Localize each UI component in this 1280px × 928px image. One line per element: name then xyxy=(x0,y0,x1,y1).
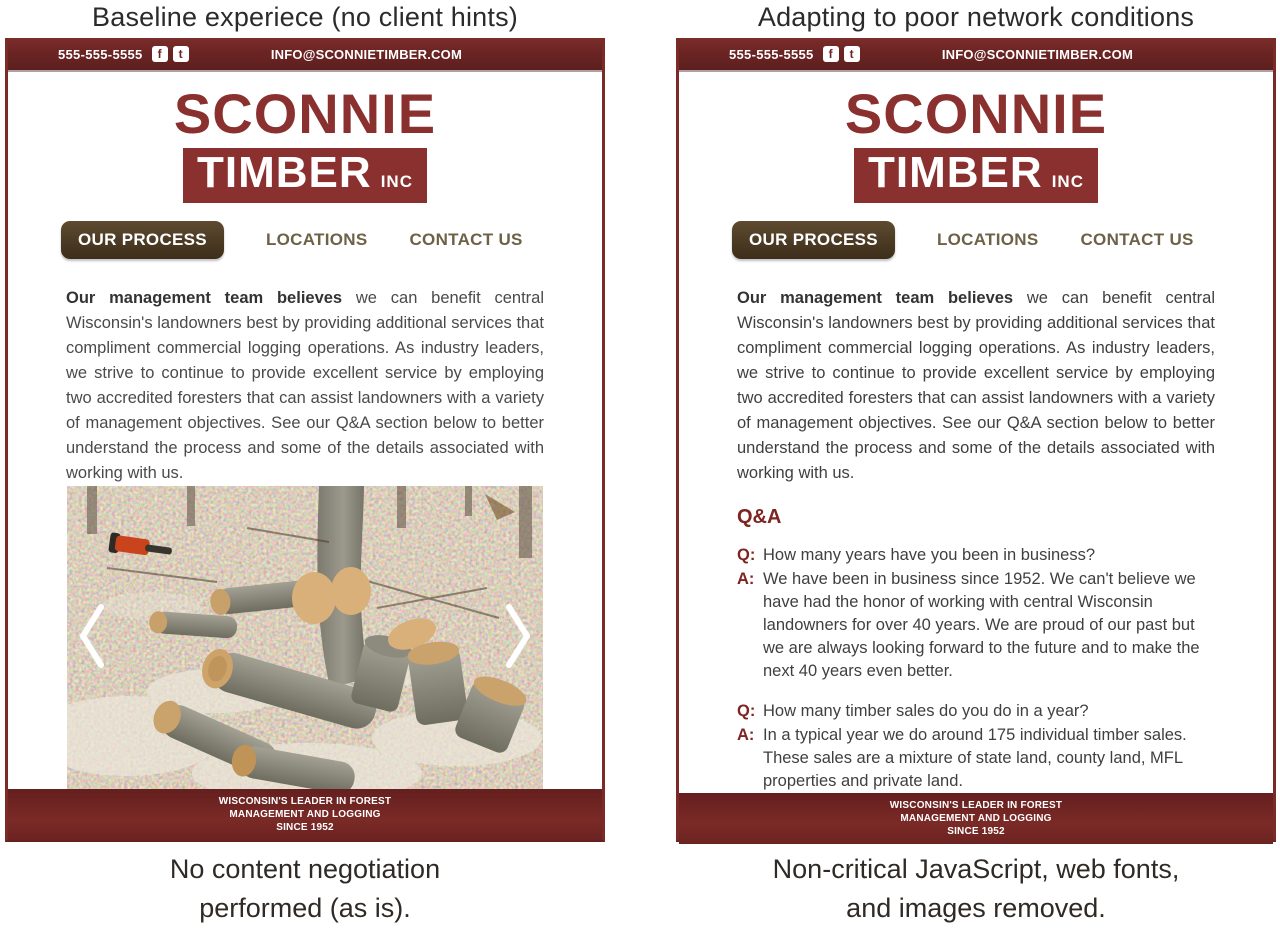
photo-carousel xyxy=(67,486,543,789)
logo-line2: TIMBER xyxy=(868,148,1043,197)
logo-suffix: INC xyxy=(380,172,413,191)
footer-line3: SINCE 1952 xyxy=(276,822,334,833)
footer-line2: MANAGEMENT AND LOGGING xyxy=(900,813,1052,824)
carousel-prev-button[interactable] xyxy=(75,601,109,671)
qa-question-row xyxy=(737,700,1215,723)
adapted-column xyxy=(676,0,1276,928)
footer-line2: MANAGEMENT AND LOGGING xyxy=(229,809,381,820)
qa-item xyxy=(737,544,1215,683)
intro-lead: Our management team believes xyxy=(66,289,343,307)
phone-link[interactable]: 555-555-5555 xyxy=(58,46,143,62)
nav-locations[interactable]: LOCATIONS xyxy=(936,230,1039,249)
email-link[interactable]: INFO@SCONNIETIMBER.COM xyxy=(941,46,1133,62)
adapted-caption-line2: and images removed. xyxy=(846,893,1106,923)
baseline-title: Baseline experiece (no client hints) xyxy=(92,2,518,32)
baseline-column xyxy=(5,0,605,928)
intro-body: we can benefit central Wisconsin's landowners best by providing additional services that compliment commercial logging operations. As industry leaders, we strive to continue to provide excellent service by employing two accredited foresters that can assist landowners with a variety of management objectives. See our Q&A section below to better understand the process and some of the details associated with working with us. xyxy=(66,289,544,482)
facebook-icon[interactable]: f xyxy=(152,46,168,62)
qa-question-text: How many years have you been in business? xyxy=(763,546,1096,564)
intro-body: we can benefit central Wisconsin's landowners best by providing additional services that compliment commercial logging operations. As industry leaders, we strive to continue to provide excellent service by employing two accredited foresters that can assist landowners with a variety of management objectives. See our Q&A section below to better understand the process and some of the details associated with working with us. xyxy=(737,289,1215,482)
q-label: Q: xyxy=(737,702,756,720)
email-link[interactable]: INFO@SCONNIETIMBER.COM xyxy=(270,46,462,62)
logo-line1: SCONNIE xyxy=(844,82,1108,145)
intro-paragraph xyxy=(66,286,544,486)
logo-line1: SCONNIE xyxy=(173,82,437,145)
qa-answer-text: We have been in business since 1952. We can't believe we have had the honor of working with central Wisconsin landowners for over 40 years. We are proud of our past but we are always looking forward to the future and to make the next 40 years even better. xyxy=(763,570,1200,680)
facebook-icon[interactable]: f xyxy=(823,46,839,62)
logo-suffix: INC xyxy=(1051,172,1084,191)
adapted-caption-line1: Non-critical JavaScript, web fonts, xyxy=(772,854,1180,884)
qa-item xyxy=(737,700,1215,793)
logging-photo xyxy=(67,486,543,789)
social-links xyxy=(152,46,189,62)
intro-lead: Our management team believes xyxy=(737,289,1014,307)
nav-contact-us[interactable]: CONTACT US xyxy=(1080,230,1194,249)
carousel-next-button[interactable] xyxy=(501,601,535,671)
logo-line2-box xyxy=(854,148,1098,203)
baseline-caption-line1: No content negotiation xyxy=(169,854,441,884)
site-footer xyxy=(679,793,1273,844)
logo-line2: TIMBER xyxy=(197,148,372,197)
sconnie-timber-logo[interactable] xyxy=(679,82,1273,203)
logo-line2-box xyxy=(183,148,427,203)
qa-question-row xyxy=(737,544,1215,567)
main-nav xyxy=(732,221,1273,259)
q-label: Q: xyxy=(737,546,756,564)
baseline-caption-line2: performed (as is). xyxy=(199,893,411,923)
a-label: A: xyxy=(737,726,755,744)
footer-line1: WISCONSIN'S LEADER IN FOREST xyxy=(218,796,392,807)
twitter-icon[interactable]: t xyxy=(844,46,860,62)
social-links xyxy=(823,46,860,62)
adapted-page-screenshot xyxy=(676,38,1276,842)
nav-contact-us[interactable]: CONTACT US xyxy=(409,230,523,249)
qa-section xyxy=(737,506,1215,793)
footer-line3: SINCE 1952 xyxy=(947,826,1005,837)
qa-heading: Q&A xyxy=(737,506,782,528)
phone-link[interactable]: 555-555-5555 xyxy=(729,46,814,62)
sconnie-timber-logo[interactable] xyxy=(8,82,602,203)
nav-our-process[interactable]: OUR PROCESS xyxy=(61,221,224,259)
qa-answer-text: In a typical year we do around 175 individual timber sales. These sales are a mixture of state land, county land, MFL properties and private land. xyxy=(763,726,1187,790)
qa-answer-row xyxy=(737,724,1215,793)
site-footer xyxy=(8,789,602,840)
baseline-page-screenshot xyxy=(5,38,605,842)
contact-topbar xyxy=(679,38,1273,72)
nav-locations[interactable]: LOCATIONS xyxy=(265,230,368,249)
main-nav xyxy=(61,221,602,259)
baseline-caption xyxy=(5,850,605,928)
adapted-title: Adapting to poor network conditions xyxy=(757,2,1195,32)
footer-line1: WISCONSIN'S LEADER IN FOREST xyxy=(889,800,1063,811)
adapted-caption xyxy=(676,850,1276,928)
contact-topbar xyxy=(8,38,602,72)
nav-our-process[interactable]: OUR PROCESS xyxy=(732,221,895,259)
qa-answer-row xyxy=(737,568,1215,683)
qa-question-text: How many timber sales do you do in a year? xyxy=(763,702,1089,720)
a-label: A: xyxy=(737,570,755,588)
twitter-icon[interactable]: t xyxy=(173,46,189,62)
intro-paragraph xyxy=(737,286,1215,486)
